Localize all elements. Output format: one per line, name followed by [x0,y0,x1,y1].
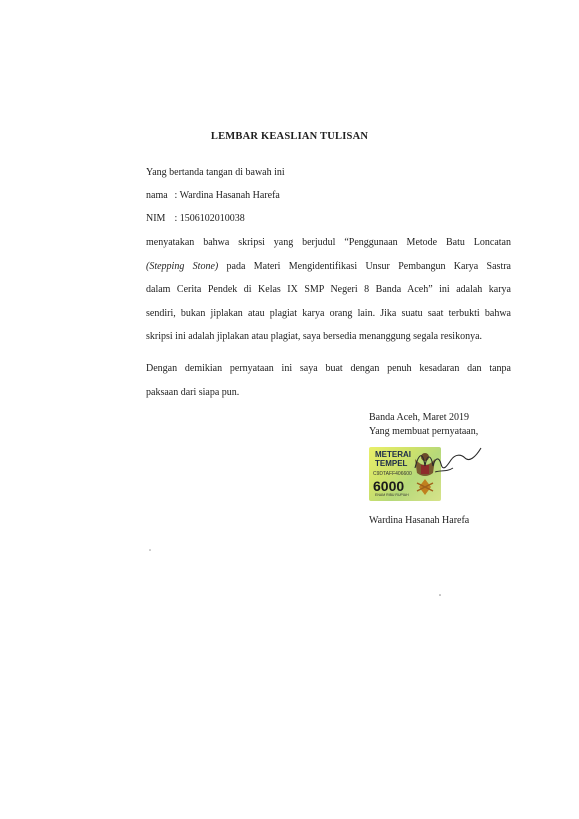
stamp-value: 6000 [373,478,405,494]
name-label: nama [146,190,168,201]
statement-line: dalam Cerita Pendek di Kelas IX SMP Negeri 8 Banda Aceh” ini adalah karya [146,284,511,295]
closing-line: Dengan demikian pernyataan ini saya buat dengan penuh kesadaran dan tanpa [146,363,511,374]
handwritten-signature [395,442,485,482]
scan-speck [430,585,450,605]
stamp-code: C9DTAFF406600 [373,471,412,477]
name-field [146,190,280,201]
statement-line-rest: pada Materi Mengidentifikasi Unsur Pembangun Karya Sastra [218,260,511,272]
statement-paragraph [146,237,511,355]
document-title: LEMBAR KEASLIAN TULISAN [210,131,369,142]
stamp-subtitle: TEMPEL [375,459,408,468]
scan-speck [140,540,160,560]
maker-label: Yang membuat pernyataan, [369,426,479,437]
closing-paragraph [146,363,511,410]
intro-text: Yang bertanda tangan di bawah ini [146,167,285,178]
name-value: : Wardina Hasanah Harefa [174,190,280,201]
nim-value: : 1506102010038 [174,213,245,224]
nim-label: NIM [146,213,166,224]
place-date: Banda Aceh, Maret 2019 [369,412,469,423]
statement-line: sendiri, bukan jiplakan atau plagiat karya orang lain. Jika suatu saat terbukti bahwa [146,307,511,319]
statement-line: skripsi ini adalah jiplakan atau plagiat, saya bersedia menanggung segala resikonya. [146,331,483,342]
stepping-stone-italic: (Stepping Stone) [146,260,219,272]
stamp-value-words: ENAM RIBU RUPIAH [375,493,409,497]
closing-line: paksaan dari siapa pun. [146,386,240,398]
signer-name: Wardina Hasanah Harefa [369,515,470,526]
nim-field [146,213,245,224]
statement-line: menyatakan bahwa skripsi yang berjudul “Penggunaan Metode Batu Loncatan [146,237,511,248]
statement-line [146,261,511,285]
stamp-title: METERAI [375,450,411,459]
